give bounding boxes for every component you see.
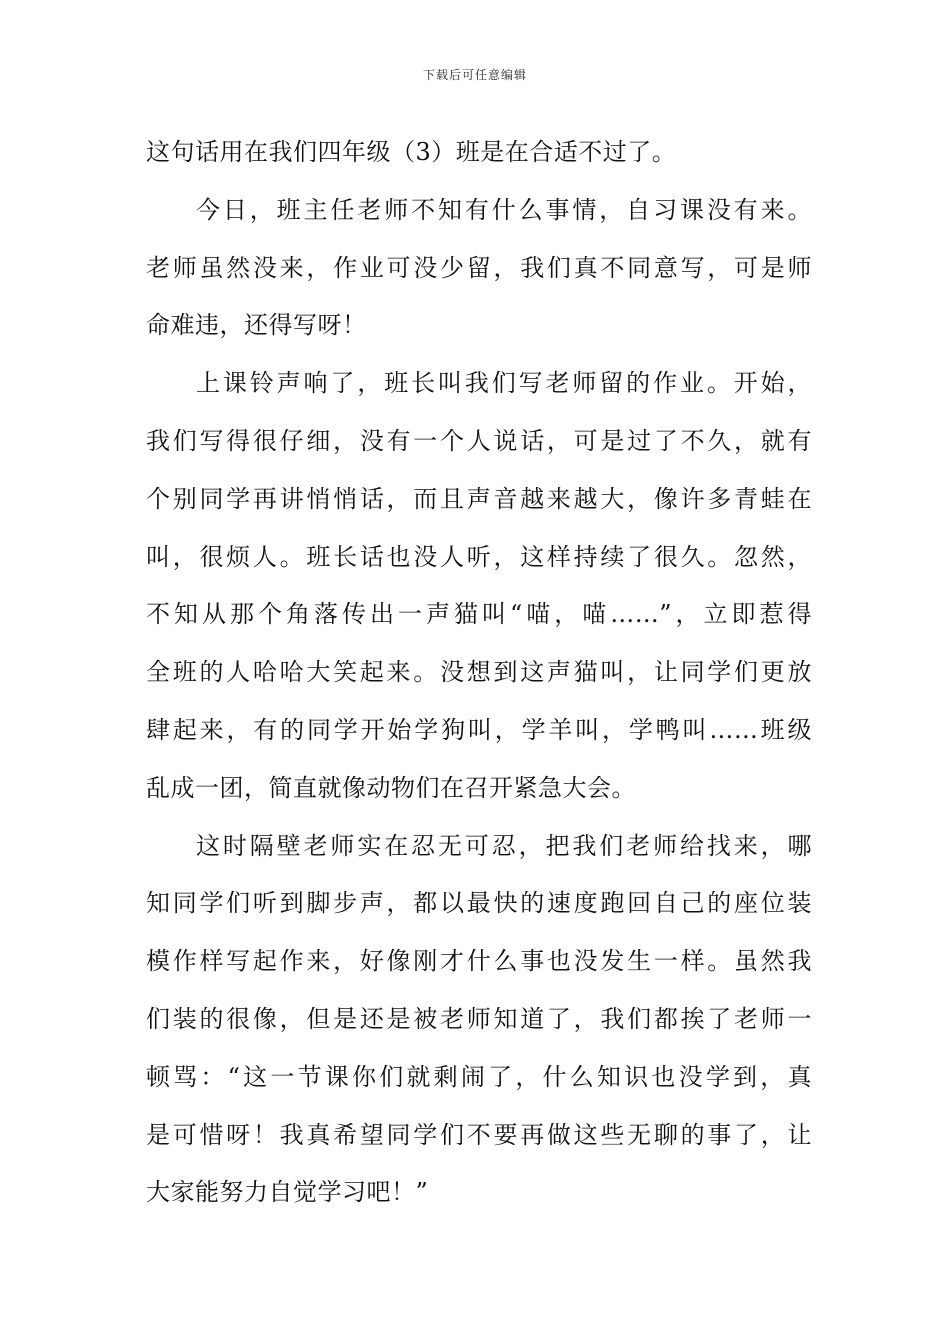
text-line: 个别同学再讲悄悄话，而且声音越来越大，像许多青蛙在	[146, 484, 812, 513]
document-body	[146, 124, 812, 1222]
text-line: 不知从那个角落传出一声猫叫“喵，喵……”，立即惹得	[146, 600, 812, 629]
text-line: 乱成一团，简直就像动物们在召开紧急大会。	[146, 773, 636, 802]
header-note: 下载后可任意编辑	[422, 68, 527, 82]
text-line: 我们写得很仔细，没有一个人说话，可是过了不久，就有	[146, 426, 812, 455]
text-line: 大家能努力自觉学习吧！”	[146, 1178, 429, 1207]
text-line: 知同学们听到脚步声，都以最快的速度跑回自己的座位装	[146, 889, 812, 918]
text-line: 叫，很烦人。班长话也没人听，这样持续了很久。忽然，	[146, 542, 812, 571]
text-line: 命难违，还得写呀！	[146, 311, 367, 340]
text-line: 全班的人哈哈大笑起来。没想到这声猫叫，让同学们更放	[146, 658, 812, 687]
text-line: 上课铃声响了，班长叫我们写老师留的作业。开始，	[196, 369, 812, 398]
text-line: 肆起来，有的同学开始学狗叫，学羊叫，学鸭叫……班级	[146, 715, 812, 744]
text-line: 老师虽然没来，作业可没少留，我们真不同意写，可是师	[146, 253, 812, 282]
text-line: 顿骂：“这一节课你们就剩闹了，什么知识也没学到，真	[146, 1062, 812, 1091]
text-line: 今日，班主任老师不知有什么事情，自习课没有来。	[196, 195, 812, 224]
text-line: 是可惜呀！我真希望同学们不要再做这些无聊的事了，让	[146, 1120, 812, 1149]
text-line: 这句话用在我们四年级（3）班是在合适不过了。	[146, 138, 677, 166]
text-line: 们装的很像，但是还是被老师知道了，我们都挨了老师一	[146, 1004, 812, 1033]
text-line: 这时隔壁老师实在忍无可忍，把我们老师给找来，哪	[196, 831, 812, 860]
text-line: 模作样写起作来，好像刚才什么事也没发生一样。虽然我	[146, 947, 812, 976]
